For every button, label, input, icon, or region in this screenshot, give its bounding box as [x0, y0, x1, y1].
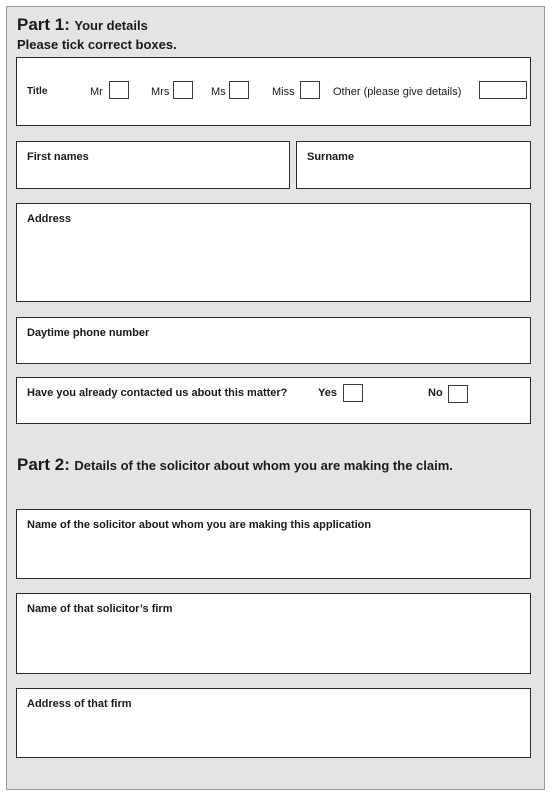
- daytime-phone-field[interactable]: [16, 317, 531, 364]
- part1-instruction: Please tick correct boxes.: [17, 37, 177, 52]
- contacted-yes-label: Yes: [318, 387, 337, 399]
- address-label: Address: [27, 213, 72, 225]
- title-other-field[interactable]: [479, 81, 527, 99]
- title-other-label: Other (please give details): [333, 86, 462, 98]
- contacted-question: Have you already contacted us about this matter?: [27, 387, 288, 399]
- title-section: [16, 57, 531, 126]
- part1-title: Your details: [74, 18, 148, 33]
- part2-heading: [17, 455, 453, 475]
- part2-title: Details of the solicitor about whom you are making the claim.: [74, 458, 453, 473]
- first-names-field[interactable]: [16, 141, 290, 189]
- daytime-phone-label: Daytime phone number: [27, 327, 150, 339]
- title-mr-checkbox[interactable]: [109, 81, 129, 99]
- firm-address-field[interactable]: [16, 688, 531, 758]
- part1-number: Part 1:: [17, 15, 70, 34]
- title-ms-checkbox[interactable]: [229, 81, 249, 99]
- surname-field[interactable]: [296, 141, 531, 189]
- firm-name-label: Name of that solicitor’s firm: [27, 603, 173, 615]
- title-label: Title: [27, 86, 48, 97]
- title-mrs-label: Mrs: [151, 86, 170, 98]
- part1-heading: [17, 15, 148, 35]
- address-field[interactable]: [16, 203, 531, 302]
- part2-number: Part 2:: [17, 455, 70, 474]
- firm-name-field[interactable]: [16, 593, 531, 674]
- contacted-no-checkbox[interactable]: [448, 385, 468, 403]
- title-ms-label: Ms: [211, 86, 226, 98]
- firm-address-label: Address of that firm: [27, 698, 132, 710]
- title-miss-label: Miss: [272, 86, 295, 98]
- contacted-yes-checkbox[interactable]: [343, 384, 363, 402]
- claim-form: [6, 6, 545, 790]
- solicitor-name-label: Name of the solicitor about whom you are making this application: [27, 519, 372, 531]
- title-mrs-checkbox[interactable]: [173, 81, 193, 99]
- contacted-no-label: No: [428, 387, 443, 399]
- first-names-label: First names: [27, 151, 89, 163]
- contacted-section: [16, 377, 531, 424]
- title-miss-checkbox[interactable]: [300, 81, 320, 99]
- title-mr-label: Mr: [90, 86, 103, 98]
- surname-label: Surname: [307, 151, 355, 163]
- solicitor-name-field[interactable]: [16, 509, 531, 579]
